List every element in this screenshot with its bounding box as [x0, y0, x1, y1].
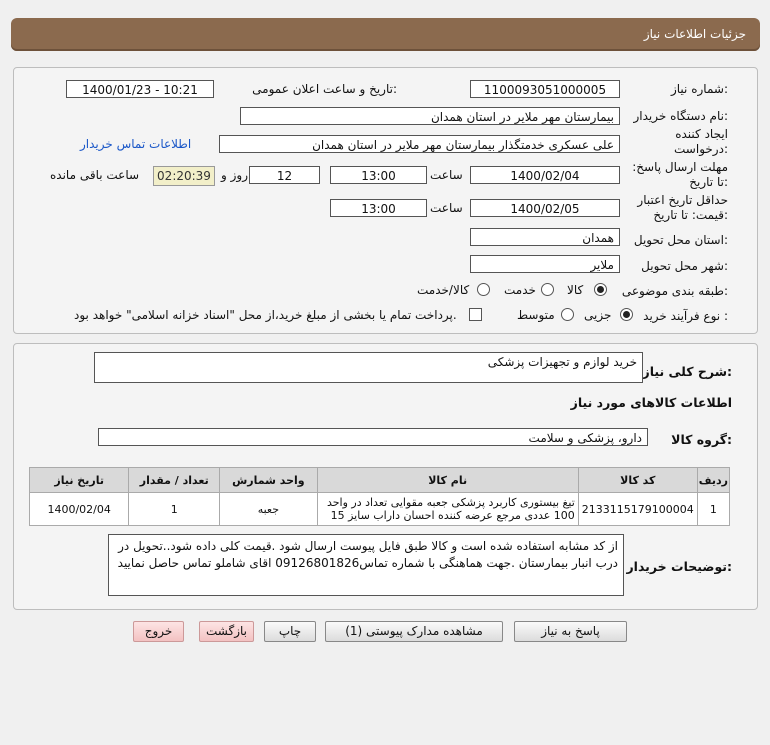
col-header-name: نام کالا [317, 468, 578, 493]
cell-name: تیغ بیستوری کاربرد پزشکی جعبه مقوایی تعداد در واحد 100 عددی مرجع عرضه کننده احسان داراب سایز 15 [317, 493, 578, 526]
print-button[interactable]: چاپ [264, 621, 316, 642]
category-option-service: خدمت [504, 283, 536, 297]
cell-code: 2133115179100004 [578, 493, 697, 526]
deadline-time-field: 13:00 [330, 166, 427, 184]
category-label: طبقه بندی موضوعی: [621, 284, 728, 298]
category-radio-goods-service[interactable] [477, 283, 490, 296]
col-header-date: تاریخ نیاز [30, 468, 129, 493]
remaining-timer: 02:20:39 [153, 166, 215, 186]
cell-index: 1 [697, 493, 729, 526]
goods-info-title: اطلاعات کالاهای مورد نیاز [570, 395, 732, 410]
col-header-code: کد کالا [578, 468, 697, 493]
creator-field: علی عسکری خدمتگذار بیمارستان مهر ملایر در استان همدان [219, 135, 620, 153]
announce-field: 1400/01/23 - 10:21 [66, 80, 214, 98]
category-option-goods-service: کالا/خدمت [417, 283, 470, 297]
treasury-payment-note: پرداخت تمام یا بخشی از مبلغ خرید،از محل "اسناد خزانه اسلامی" خواهد بود. [74, 308, 457, 322]
exit-button[interactable]: خروج [133, 621, 184, 642]
process-radio-medium[interactable] [561, 308, 574, 321]
buyer-org-field: بیمارستان مهر ملایر در استان همدان [240, 107, 620, 125]
treasury-payment-checkbox[interactable] [469, 308, 482, 321]
buyer-contact-link[interactable]: اطلاعات تماس خریدار [80, 137, 192, 151]
deadline-date-field: 1400/02/04 [470, 166, 620, 184]
process-radio-minor[interactable] [620, 308, 633, 321]
category-option-goods: کالا [567, 283, 584, 297]
need-number-field: 1100093051000005 [470, 80, 620, 98]
buyer-notes-field: از کد مشابه استفاده شده است و کالا طبق فایل پیوست ارسال شود .قیمت کلی داده شود..تحویل در درب انبار بیمارستان .جهت هماهنگی با شماره تماس09126801826 اقای شاملو تماس حاصل نمایید [108, 534, 624, 596]
reply-button[interactable]: پاسخ به نیاز [514, 621, 627, 642]
table-header-row [30, 468, 730, 493]
category-radio-goods[interactable] [594, 283, 607, 296]
buyer-notes-label: توضیحات خریدار: [626, 559, 732, 574]
need-number-label: شماره نیاز: [670, 82, 728, 96]
cell-unit: جعبه [220, 493, 317, 526]
table-row [30, 493, 730, 526]
category-radio-service[interactable] [541, 283, 554, 296]
cell-date: 1400/02/04 [30, 493, 129, 526]
validity-label: حداقل تاریخ اعتبار قیمت: تا تاریخ: [637, 193, 728, 222]
remaining-label: ساعت باقی مانده [50, 168, 140, 182]
buyer-org-label: نام دستگاه خریدار: [633, 109, 728, 123]
days-label: روز و [221, 168, 248, 182]
page-title: جزئیات اطلاعات نیاز [643, 27, 746, 41]
general-description-field: خرید لوازم و تجهیزات پزشکی [94, 352, 643, 383]
process-label: نوع فرآیند خرید : [643, 309, 728, 323]
creator-label: ایجاد کننده درخواست: [674, 127, 728, 156]
process-option-medium: متوسط [517, 308, 555, 322]
days-remaining-field: 12 [249, 166, 320, 184]
process-option-minor: جزیی [584, 308, 612, 322]
back-button[interactable]: بازگشت [199, 621, 254, 642]
city-label: شهر محل تحویل: [641, 259, 728, 273]
general-description-label: شرح کلی نیاز: [642, 364, 732, 379]
validity-time-field: 13:00 [330, 199, 427, 217]
announce-label: تاریخ و ساعت اعلان عمومی: [252, 82, 397, 96]
goods-table [29, 467, 730, 526]
city-field: ملایر [470, 255, 620, 273]
goods-group-label: گروه کالا: [671, 432, 732, 447]
deadline-time-label: ساعت [430, 168, 463, 182]
validity-time-label: ساعت [430, 201, 463, 215]
page-header [11, 18, 760, 51]
cell-qty: 1 [129, 493, 220, 526]
col-header-index: ردیف [697, 468, 729, 493]
province-field: همدان [470, 228, 620, 246]
validity-date-field: 1400/02/05 [470, 199, 620, 217]
col-header-unit: واحد شمارش [220, 468, 317, 493]
col-header-qty: تعداد / مقدار [129, 468, 220, 493]
view-attachments-button[interactable]: مشاهده مدارک پیوستی (1) [325, 621, 503, 642]
province-label: استان محل تحویل: [633, 233, 728, 247]
deadline-label: مهلت ارسال پاسخ: تا تاریخ: [632, 160, 728, 189]
goods-group-field: دارو، پزشکی و سلامت [98, 428, 648, 446]
